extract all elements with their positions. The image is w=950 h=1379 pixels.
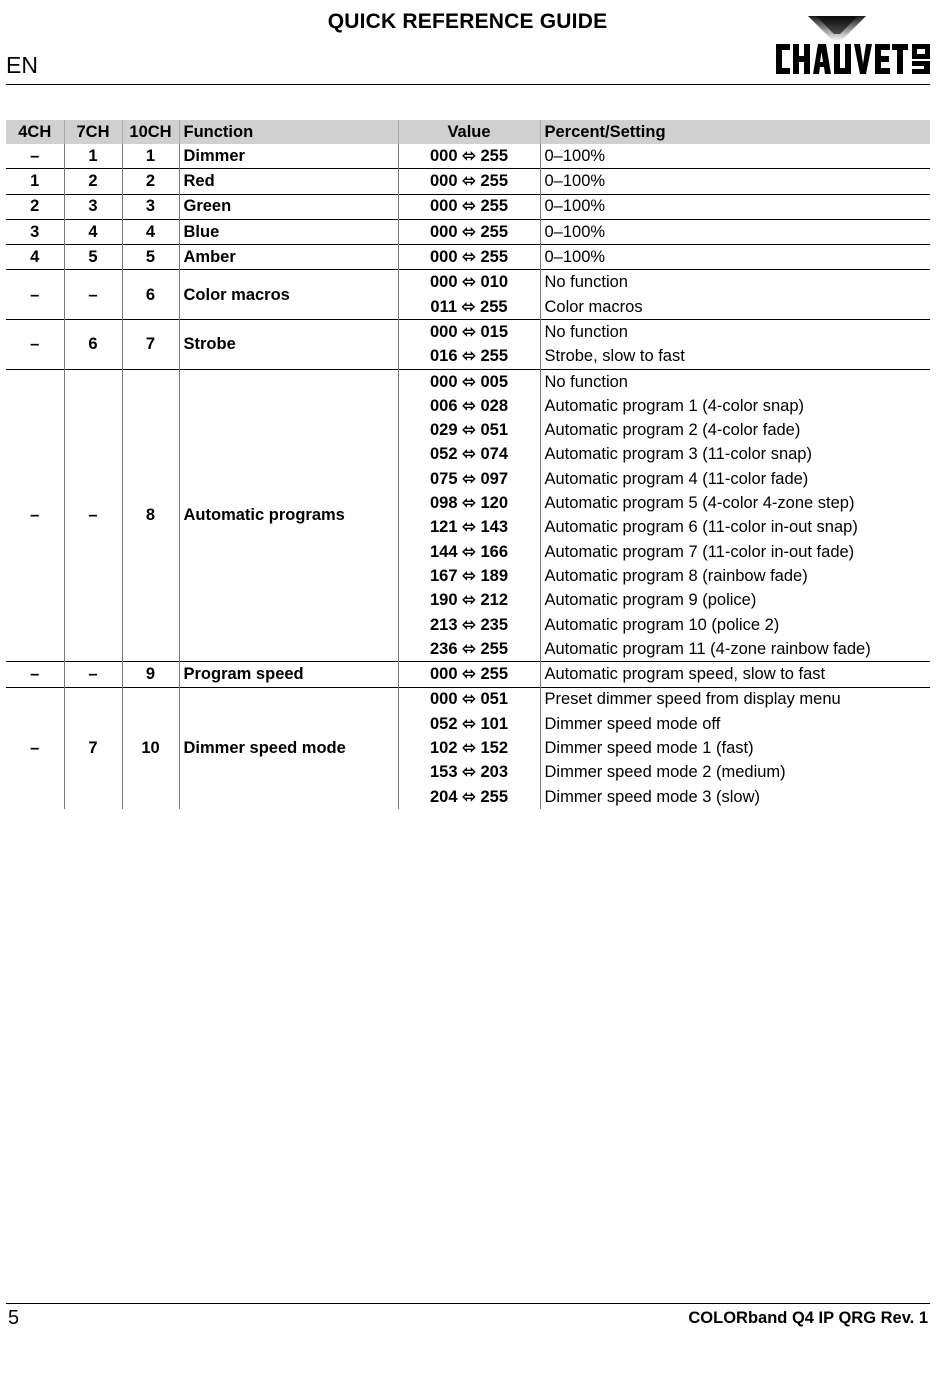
- ch10-cell: 5: [122, 245, 179, 270]
- value-cell: 102 ⬄ 152: [398, 736, 540, 760]
- col-value-header: Value: [398, 120, 540, 144]
- setting-cell: Automatic program 7 (11-color in-out fade): [540, 540, 930, 564]
- ch10-cell: 9: [122, 662, 179, 687]
- function-cell: Color macros: [179, 270, 398, 320]
- ch4-cell: –: [6, 369, 64, 662]
- value-cell: 075 ⬄ 097: [398, 467, 540, 491]
- ch4-cell: 3: [6, 219, 64, 244]
- ch4-cell: 1: [6, 169, 64, 194]
- function-cell: Strobe: [179, 320, 398, 370]
- table-header-row: [6, 120, 930, 144]
- dmx-channel-table: [6, 120, 930, 809]
- table-row: [6, 245, 930, 270]
- value-cell: 153 ⬄ 203: [398, 760, 540, 784]
- value-cell: 000 ⬄ 255: [398, 144, 540, 169]
- function-cell: Dimmer speed mode: [179, 687, 398, 809]
- setting-cell: 0–100%: [540, 219, 930, 244]
- value-cell: 000 ⬄ 255: [398, 245, 540, 270]
- setting-cell: Dimmer speed mode 1 (fast): [540, 736, 930, 760]
- table-row: [6, 369, 930, 394]
- setting-cell: 0–100%: [540, 169, 930, 194]
- ch10-cell: 6: [122, 270, 179, 320]
- value-cell: 052 ⬄ 101: [398, 712, 540, 736]
- setting-cell: 0–100%: [540, 144, 930, 169]
- ch10-cell: 7: [122, 320, 179, 370]
- setting-cell: Automatic program 9 (police): [540, 588, 930, 612]
- ch7-cell: –: [64, 369, 122, 662]
- function-cell: Automatic programs: [179, 369, 398, 662]
- ch7-cell: 5: [64, 245, 122, 270]
- setting-cell: Strobe, slow to fast: [540, 344, 930, 369]
- table-row: [6, 194, 930, 219]
- table-row: [6, 169, 930, 194]
- setting-cell: Color macros: [540, 295, 930, 320]
- ch4-cell: –: [6, 662, 64, 687]
- ch7-cell: 4: [64, 219, 122, 244]
- setting-cell: 0–100%: [540, 194, 930, 219]
- value-cell: 000 ⬄ 255: [398, 219, 540, 244]
- setting-cell: Automatic program speed, slow to fast: [540, 662, 930, 687]
- ch4-cell: 4: [6, 245, 64, 270]
- setting-cell: Automatic program 4 (11-color fade): [540, 467, 930, 491]
- ch10-cell: 10: [122, 687, 179, 809]
- ch7-cell: 7: [64, 687, 122, 809]
- setting-cell: Automatic program 10 (police 2): [540, 613, 930, 637]
- value-cell: 000 ⬄ 010: [398, 270, 540, 295]
- ch7-cell: 6: [64, 320, 122, 370]
- header-divider: [6, 84, 930, 85]
- function-cell: Blue: [179, 219, 398, 244]
- ch10-cell: 1: [122, 144, 179, 169]
- value-cell: 000 ⬄ 015: [398, 320, 540, 345]
- value-cell: 204 ⬄ 255: [398, 785, 540, 809]
- value-cell: 121 ⬄ 143: [398, 515, 540, 539]
- function-cell: Red: [179, 169, 398, 194]
- ch10-cell: 8: [122, 369, 179, 662]
- page-title: QUICK REFERENCE GUIDE: [327, 10, 608, 33]
- value-cell: 029 ⬄ 051: [398, 418, 540, 442]
- footer-divider: [6, 1303, 930, 1304]
- ch7-cell: 3: [64, 194, 122, 219]
- setting-cell: No function: [540, 320, 930, 345]
- ch10-cell: 2: [122, 169, 179, 194]
- ch4-cell: 2: [6, 194, 64, 219]
- col-7ch-header: 7CH: [64, 120, 122, 144]
- value-cell: 144 ⬄ 166: [398, 540, 540, 564]
- ch4-cell: –: [6, 270, 64, 320]
- setting-cell: Dimmer speed mode 2 (medium): [540, 760, 930, 784]
- ch7-cell: –: [64, 270, 122, 320]
- value-cell: 213 ⬄ 235: [398, 613, 540, 637]
- ch10-cell: 3: [122, 194, 179, 219]
- setting-cell: Automatic program 2 (4-color fade): [540, 418, 930, 442]
- ch4-cell: –: [6, 687, 64, 809]
- setting-cell: 0–100%: [540, 245, 930, 270]
- value-cell: 000 ⬄ 255: [398, 194, 540, 219]
- setting-cell: Dimmer speed mode off: [540, 712, 930, 736]
- language-code: EN: [6, 52, 38, 78]
- value-cell: 000 ⬄ 051: [398, 687, 540, 712]
- value-cell: 016 ⬄ 255: [398, 344, 540, 369]
- chauvet-dj-logo: [770, 14, 932, 82]
- value-cell: 011 ⬄ 255: [398, 295, 540, 320]
- value-cell: 190 ⬄ 212: [398, 588, 540, 612]
- function-cell: Dimmer: [179, 144, 398, 169]
- table-row: [6, 219, 930, 244]
- document-id: COLORband Q4 IP QRG Rev. 1: [688, 1309, 928, 1327]
- function-cell: Program speed: [179, 662, 398, 687]
- col-setting-header: Percent/Setting: [540, 120, 930, 144]
- value-cell: 052 ⬄ 074: [398, 443, 540, 467]
- setting-cell: Automatic program 11 (4-zone rainbow fade): [540, 637, 930, 662]
- setting-cell: Preset dimmer speed from display menu: [540, 687, 930, 712]
- setting-cell: Automatic program 5 (4-color 4-zone step): [540, 491, 930, 515]
- value-cell: 006 ⬄ 028: [398, 394, 540, 418]
- ch7-cell: –: [64, 662, 122, 687]
- table-row: [6, 687, 930, 712]
- table-body: [6, 144, 930, 809]
- col-4ch-header: 4CH: [6, 120, 64, 144]
- setting-cell: Dimmer speed mode 3 (slow): [540, 785, 930, 809]
- setting-cell: Automatic program 3 (11-color snap): [540, 443, 930, 467]
- table-row: [6, 144, 930, 169]
- value-cell: 000 ⬄ 005: [398, 369, 540, 394]
- value-cell: 098 ⬄ 120: [398, 491, 540, 515]
- setting-cell: Automatic program 8 (rainbow fade): [540, 564, 930, 588]
- value-cell: 000 ⬄ 255: [398, 662, 540, 687]
- value-cell: 236 ⬄ 255: [398, 637, 540, 662]
- col-function-header: Function: [179, 120, 398, 144]
- ch4-cell: –: [6, 320, 64, 370]
- page-number: 5: [8, 1307, 20, 1329]
- setting-cell: Automatic program 6 (11-color in-out snap): [540, 515, 930, 539]
- function-cell: Green: [179, 194, 398, 219]
- value-cell: 167 ⬄ 189: [398, 564, 540, 588]
- table-row: [6, 320, 930, 345]
- ch7-cell: 1: [64, 144, 122, 169]
- table-row: [6, 662, 930, 687]
- function-cell: Amber: [179, 245, 398, 270]
- table-row: [6, 270, 930, 295]
- ch4-cell: –: [30, 146, 40, 165]
- value-cell: 000 ⬄ 255: [398, 169, 540, 194]
- ch7-cell: 2: [64, 169, 122, 194]
- ch10-cell: 4: [122, 219, 179, 244]
- col-10ch-header: 10CH: [122, 120, 179, 144]
- setting-cell: No function: [540, 270, 930, 295]
- setting-cell: Automatic program 1 (4-color snap): [540, 394, 930, 418]
- setting-cell: No function: [540, 369, 930, 394]
